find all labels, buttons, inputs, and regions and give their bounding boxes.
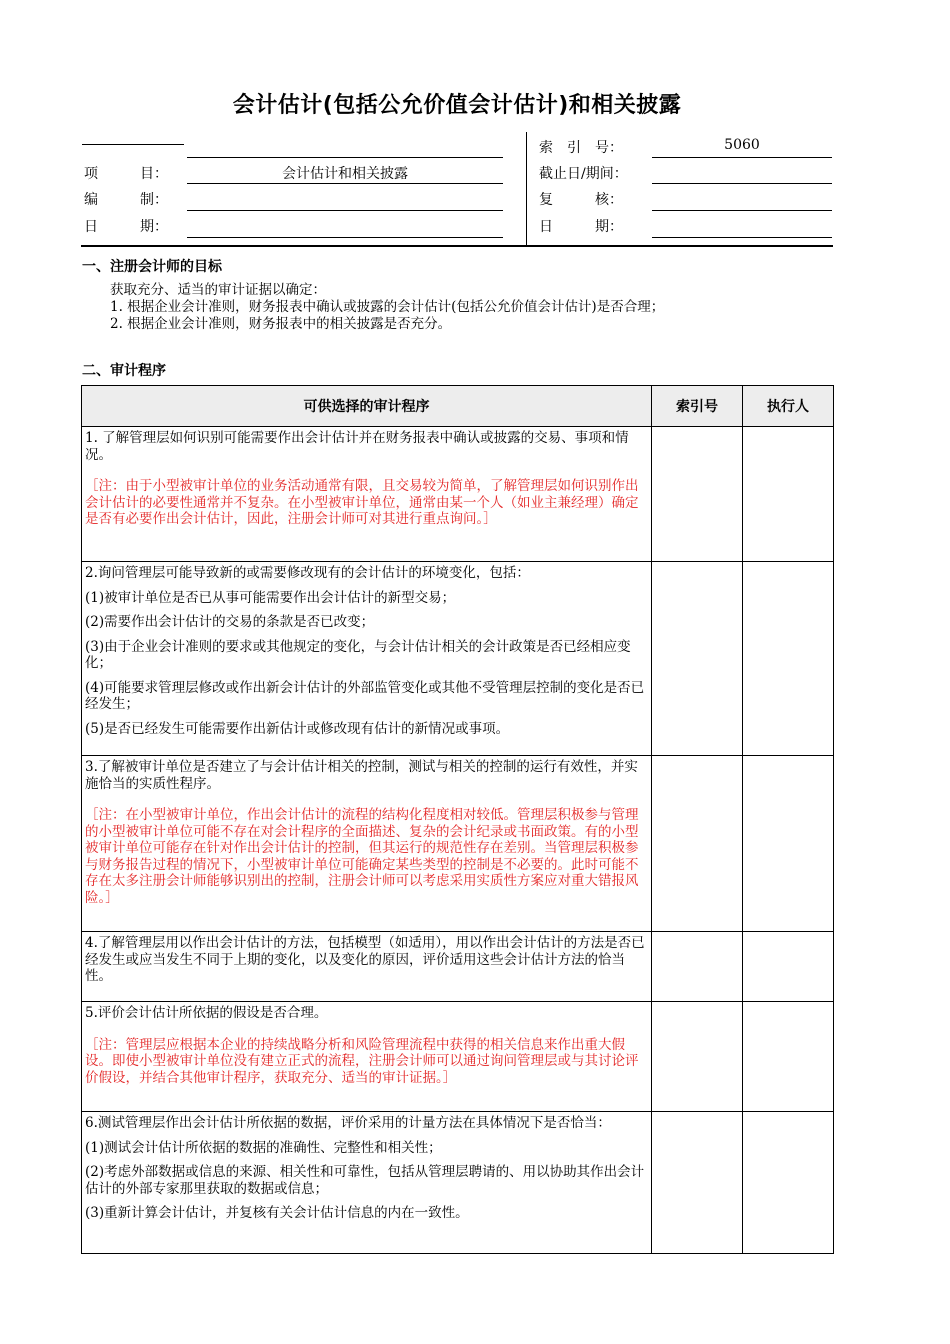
procedure-text: 4.了解管理层用以作出会计估计的方法，包括模型（如适用），用以作出会计估计的方法是否已经发生或应当发生不同于上期的变化，以及变化的原因，评价适用这些会计估计方法的恰当性。 bbox=[85, 935, 645, 984]
period-underline bbox=[652, 183, 832, 184]
date2-underline bbox=[652, 237, 832, 238]
procedure-text: 5.评价会计估计所依据的假设是否合理。 bbox=[85, 1005, 328, 1021]
col-procedure-header: 可供选择的审计程序 bbox=[82, 386, 652, 427]
procedure-note: ［注：由于小型被审计单位的业务活动通常有限，且交易较为简单，了解管理层如何识别作出会计估计的必要性通常并不复杂。在小型被审计单位，通常由某一个人（如业主兼经理）确定是否有必要作出会计估计，因此，注册会计师可对其进行重点询问。］ bbox=[85, 478, 639, 527]
procedure-note: ［注：在小型被审计单位，作出会计估计的流程的结构化程度相对较低。管理层积极参与管理的小型被审计单位可能不存在对会计程序的全面描述、复杂的会计纪录或书面政策。有的小型被审计单位可能存在针对作出会计估计的控制，但其运行的规范性存在差别。当管理层积极参与财务报告过程的情况下，小型被审计单位可能确定某些类型的控制是不必要的。此时可能不存在太多注册会计师能够识别出的控制，注册会计师可以考虑采用实质性方案应对重大错报风险。］ bbox=[85, 807, 639, 906]
index-cell[interactable] bbox=[652, 427, 743, 562]
procedure-text: (3)由于企业会计准则的要求或其他规定的变化，与会计估计相关的会计政策是否已经相应变化； bbox=[85, 638, 631, 671]
index-cell[interactable] bbox=[652, 562, 743, 756]
procedure-cell bbox=[82, 932, 652, 1002]
project-value: 会计估计和相关披露 bbox=[282, 166, 408, 182]
procedure-text: (2)考虑外部数据或信息的来源、相关性和可靠性，包括从管理层聘请的、用以协助其作出会计估计的外部专家那里获取的数据或信息； bbox=[85, 1164, 645, 1197]
executor-cell[interactable] bbox=[743, 562, 834, 756]
executor-cell[interactable] bbox=[743, 427, 834, 562]
project-label: 项 目： bbox=[84, 166, 168, 182]
procedure-note: ［注：管理层应根据本企业的持续战略分析和风险管理流程中获得的相关信息来作出重大假设。即使小型被审计单位没有建立正式的流程，注册会计师可以通过询问管理层或与其讨论评价假设，并结合其他审计程序，获取充分、适当的审计证据。］ bbox=[85, 1036, 639, 1086]
table-row bbox=[82, 1112, 834, 1254]
table-row bbox=[82, 932, 834, 1002]
procedure-table bbox=[81, 385, 834, 1254]
procedure-text: (2)需要作出会计估计的交易的条款是否已改变； bbox=[85, 614, 375, 630]
table-row bbox=[82, 562, 834, 756]
section2-heading: 二、审计程序 bbox=[82, 363, 166, 379]
procedure-text: (4)可能要求管理层修改或作出新会计估计的外部监管变化或其他不受管理层控制的变化是否已经发生； bbox=[85, 679, 645, 712]
executor-cell[interactable] bbox=[743, 1112, 834, 1254]
index-value: 5060 bbox=[724, 137, 760, 153]
col-executor-header: 执行人 bbox=[743, 386, 834, 427]
header-short-rule bbox=[82, 144, 184, 145]
procedure-text: (3)重新计算会计估计，并复核有关会计估计信息的内在一致性。 bbox=[85, 1205, 469, 1221]
procedure-text: 2.询问管理层可能导致新的或需要修改现有的会计估计的环境变化，包括： bbox=[85, 565, 530, 581]
section1-heading: 一、注册会计师的目标 bbox=[82, 259, 222, 275]
section1-item-1: 1. 根据企业会计准则，财务报表中确认或披露的会计估计(包括公允价值会计估计)是否合理； bbox=[110, 299, 665, 315]
procedure-text: 6.测试管理层作出会计估计所依据的数据，评价采用的计量方法在具体情况下是否恰当： bbox=[85, 1115, 611, 1131]
project-underline bbox=[187, 183, 503, 184]
procedure-cell bbox=[82, 427, 652, 562]
procedure-text: (1)被审计单位是否已从事可能需要作出会计估计的新型交易； bbox=[85, 589, 456, 606]
procedure-text: (1)测试会计估计所依据的数据的准确性、完整性和相关性； bbox=[85, 1139, 442, 1156]
col-index-header: 索引号 bbox=[652, 386, 743, 427]
index-cell[interactable] bbox=[652, 1002, 743, 1112]
procedure-text: (5)是否已经发生可能需要作出新估计或修改现有估计的新情况或事项。 bbox=[85, 720, 510, 737]
table-row bbox=[82, 427, 834, 562]
section1-item-2: 2. 根据企业会计准则，财务报表中的相关披露是否充分。 bbox=[110, 316, 452, 332]
index-cell[interactable] bbox=[652, 1112, 743, 1254]
procedure-cell bbox=[82, 756, 652, 932]
procedure-cell bbox=[82, 1112, 652, 1254]
executor-cell[interactable] bbox=[743, 932, 834, 1002]
prepared-label: 编 制： bbox=[84, 192, 168, 208]
date2-label: 日 期： bbox=[539, 219, 623, 235]
table-row bbox=[82, 1002, 834, 1112]
procedure-text: 3.了解被审计单位是否建立了与会计估计相关的控制，测试与相关的控制的运行有效性，并实施恰当的实质性程序。 bbox=[85, 759, 638, 792]
review-label: 复 核： bbox=[539, 192, 623, 208]
header-divider bbox=[526, 132, 527, 245]
prepared-underline bbox=[187, 210, 503, 211]
index-underline bbox=[652, 157, 832, 158]
index-cell[interactable] bbox=[652, 756, 743, 932]
review-underline bbox=[652, 210, 832, 211]
period-label: 截止日/期间： bbox=[539, 166, 628, 182]
page-title: 会计估计(包括公允价值会计估计)和相关披露 bbox=[232, 93, 682, 118]
table-header-row bbox=[82, 386, 834, 427]
executor-cell[interactable] bbox=[743, 1002, 834, 1112]
index-label: 索 引 号： bbox=[539, 140, 623, 156]
project-top-rule bbox=[187, 157, 503, 158]
procedure-cell bbox=[82, 1002, 652, 1112]
procedure-cell bbox=[82, 562, 652, 756]
header-bottom-rule bbox=[81, 245, 833, 247]
procedure-text: 1. 了解管理层如何识别可能需要作出会计估计并在财务报表中确认或披露的交易、事项和情况。 bbox=[85, 430, 629, 463]
executor-cell[interactable] bbox=[743, 756, 834, 932]
section1-intro: 获取充分、适当的审计证据以确定： bbox=[110, 282, 326, 298]
date-label: 日 期： bbox=[84, 219, 168, 235]
table-row bbox=[82, 756, 834, 932]
index-cell[interactable] bbox=[652, 932, 743, 1002]
date-underline bbox=[187, 237, 503, 238]
